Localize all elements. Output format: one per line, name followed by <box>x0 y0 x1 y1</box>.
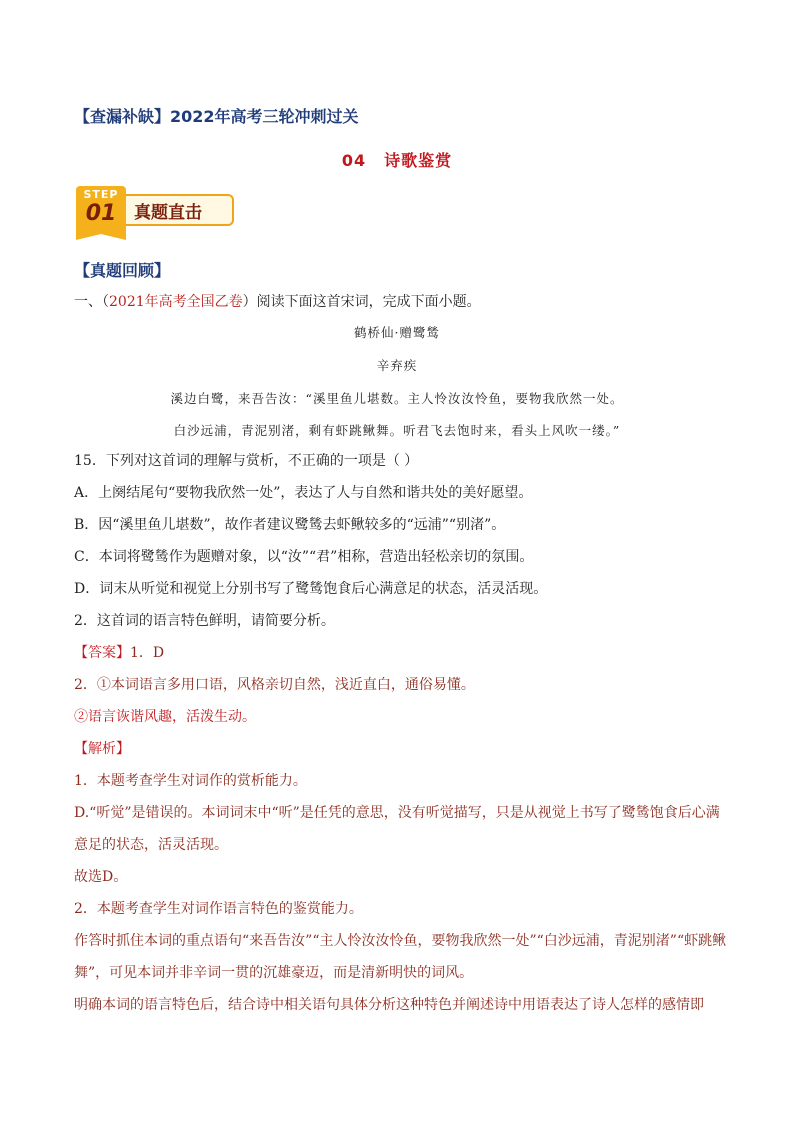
answer-q2-line: 2．①本词语言多用口语，风格亲切自然，浅近直白，通俗易懂。 <box>74 677 475 693</box>
poem-author: 辛弃疾 <box>376 358 418 373</box>
section-title <box>0 148 794 171</box>
poem-line: 白沙远浦，青泥别渚，剩有虾跳鳅舞。听君飞去饱时来，看头上风吹一缕。” <box>173 423 621 438</box>
step-box-tail <box>76 234 126 240</box>
question-2-stem: 2．这首词的语言特色鲜明，请简要分析。 <box>74 613 335 629</box>
analysis-line: D.“听觉”是错误的。本词词末中“听”是任凭的意思，没有听觉描写，只是从视觉上书写了鹭鸶饱食后心满 <box>74 805 720 821</box>
intro-suffix: ）阅读下面这首宋词，完成下面小题。 <box>242 294 481 310</box>
section-name: 诗歌鉴赏 <box>384 151 453 170</box>
analysis-line: 舞”，可见本词并非辛词一贯的沉雄豪迈，而是清新明快的词风。 <box>74 965 474 981</box>
analysis-line: 作答时抓住本词的重点语句“来吾告汝”“主人怜汝汝怜鱼，要物我欣然一处”“白沙远浦，青泥别渚”“虾跳鳅 <box>74 933 727 949</box>
analysis-line: 意足的状态，活灵活现。 <box>74 837 228 853</box>
answer-q2-line: ②语言诙谐风趣，活泼生动。 <box>74 709 256 725</box>
review-heading: 【真题回顾】 <box>74 261 171 280</box>
step-badge <box>72 186 238 236</box>
analysis-line: 明确本词的语言特色后，结合诗中相关语句具体分析这种特色并阐述诗中用语表达了诗人怎样的感情即 <box>74 997 704 1013</box>
poem-title: 鹤桥仙·赠鹭鸶 <box>354 325 440 340</box>
step-number: 01 <box>85 201 117 226</box>
series-title: 【查漏补缺】2022年高考三轮冲刺过关 <box>74 107 359 126</box>
step-word: STEP <box>83 188 119 201</box>
option-d: D．词末从听觉和视觉上分别书写了鹭鸶饱食后心满意足的状态，活灵活现。 <box>74 581 548 597</box>
analysis-line: 2．本题考查学生对词作语言特色的鉴赏能力。 <box>74 901 363 917</box>
analysis-line: 故选D。 <box>74 869 128 885</box>
exam-source: 2021年高考全国乙卷 <box>109 294 243 310</box>
question-stem: 15．下列对这首词的理解与赏析，不正确的一项是（ ） <box>74 453 419 469</box>
analysis-label: 【解析】 <box>74 741 130 757</box>
option-a: A．上阕结尾句“要物我欣然一处”，表达了人与自然和谐共处的美好愿望。 <box>74 485 533 501</box>
step-label: 真题直击 <box>134 203 202 223</box>
answer-label: 【答案】 <box>74 645 130 661</box>
analysis-line: 1．本题考查学生对词作的赏析能力。 <box>74 773 307 789</box>
option-b: B．因“溪里鱼儿堪数”，故作者建议鹭鸶去虾鳅较多的“远浦”“别渚”。 <box>74 517 506 533</box>
answer-line <box>74 643 724 663</box>
section-number: 04 <box>341 151 367 170</box>
intro-prefix: 一、（ <box>74 294 109 310</box>
question-intro <box>74 292 724 312</box>
poem-line: 溪边白鹭，来吾告汝：“溪里鱼儿堪数。主人怜汝汝怜鱼，要物我欣然一处。 <box>170 391 624 406</box>
option-c: C．本词将鹭鸶作为题赠对象，以“汝”“君”相称，营造出轻松亲切的氛围。 <box>74 549 534 565</box>
answer-q1: 1．D <box>130 645 165 661</box>
